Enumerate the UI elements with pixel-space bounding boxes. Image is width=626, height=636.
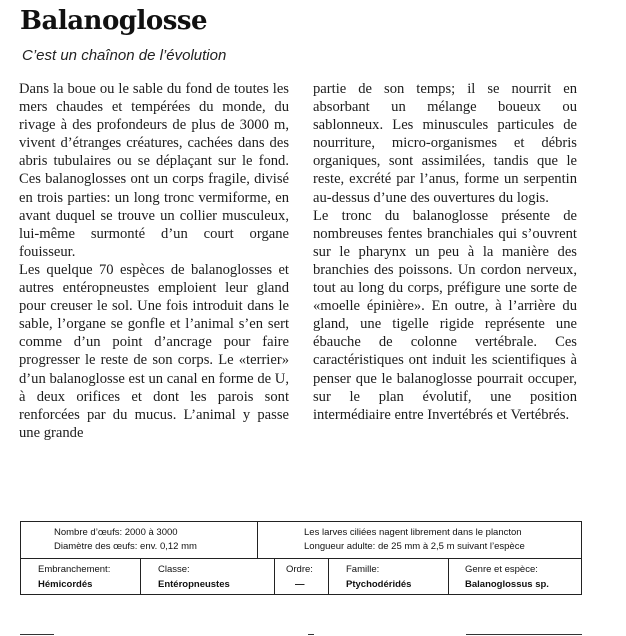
taxonomy-label: Famille: bbox=[346, 564, 380, 575]
footer-rule bbox=[20, 634, 54, 635]
taxonomy-value: Ptychodéridés bbox=[346, 579, 412, 590]
taxonomy-label: Genre et espèce: bbox=[465, 564, 538, 575]
taxonomy-label: Classe: bbox=[158, 564, 190, 575]
taxonomy-label: Embranchement: bbox=[38, 564, 111, 575]
taxonomy-value: — bbox=[295, 579, 305, 590]
article-column-right bbox=[313, 80, 577, 424]
page-title: Balanoglosse bbox=[20, 6, 208, 36]
article-column-left bbox=[19, 80, 289, 442]
paragraph: Les quelque 70 espèces de balanoglosses et autres entéropneustes emploient leur gland pour creuser le sol. Une fois introduit dans le sable, l’organe se gonfle et l’animal s’en sert comme d’un point d’ancrage pour faire progresser le reste de son corps. Le «terrier» d’un balanoglosse est un canal en forme de U, à deux orifices et dont les parois sont renforcées par du mucus. L’animal y passe une grande bbox=[19, 261, 289, 441]
eggs-cell bbox=[21, 522, 258, 558]
adult-length: Longueur adulte: de 25 mm à 2,5 m suivant l’espèce bbox=[304, 541, 525, 552]
footer-rule bbox=[466, 634, 582, 635]
taxonomy-value: Hémicordés bbox=[38, 579, 93, 590]
fact-box-row-taxonomy bbox=[21, 558, 581, 595]
larvae-cell bbox=[258, 522, 581, 558]
taxonomy-phylum bbox=[21, 558, 141, 595]
taxonomy-family bbox=[329, 558, 449, 595]
taxonomy-order bbox=[275, 558, 329, 595]
eggs-diameter: Diamètre des œufs: env. 0,12 mm bbox=[54, 541, 197, 552]
taxonomy-value: Balanoglossus sp. bbox=[465, 579, 549, 590]
paragraph: Le tronc du balanoglosse présente de nombreuses fentes branchiales qui s’ouvrent sur le pharynx un peu à la manière des branchies des poissons. Un cordon nerveux, tout au long du corps, préfigure une sorte de «moelle épinière». En outre, à l’arrière du gland, une tigelle rigide représente une ébauche de colonne vertébrale. Ces caractéristiques ont induit les scientifiques à penser que le balanoglosse pourrait occuper, sur le plan évolutif, une position intermédiaire entre Invertébrés et Vertébrés. bbox=[313, 207, 577, 423]
eggs-count: Nombre d’œufs: 2000 à 3000 bbox=[54, 527, 178, 538]
page-subtitle: C’est un chaînon de l’évolution bbox=[22, 47, 227, 64]
fact-box-row-reproduction bbox=[21, 522, 581, 559]
taxonomy-value: Entéropneustes bbox=[158, 579, 230, 590]
paragraph: Dans la boue ou le sable du fond de toutes les mers chaudes et tempérées du monde, du rivage à des profondeurs de plus de 3000 m, vivent d’étranges créatures, cachées dans des abris tubulaires ou se déplaçant sur le fond. Ces balanoglosses ont un corps fragile, divisé en trois parties: un long tronc vermiforme, en avant duquel se trouve un collier musculeux, lui-même surmonté d’un court organe fouisseur. bbox=[19, 81, 289, 260]
paragraph: partie de son temps; il se nourrit en absorbant un mélange boueux ou sablonneux. Les minuscules particules de nourriture, micro-organismes et débris organiques, sont assimilées, tandis que le reste, excrété par l’anus, forme un serpentin au-dessus d’une des ouvertures du logis. bbox=[313, 81, 577, 206]
taxonomy-class bbox=[141, 558, 275, 595]
taxonomy-label: Ordre: bbox=[286, 564, 313, 575]
larvae-note: Les larves ciliées nagent librement dans le plancton bbox=[304, 527, 522, 538]
fact-box bbox=[20, 521, 582, 595]
footer-rule bbox=[308, 634, 314, 635]
taxonomy-genus-species bbox=[449, 558, 581, 595]
